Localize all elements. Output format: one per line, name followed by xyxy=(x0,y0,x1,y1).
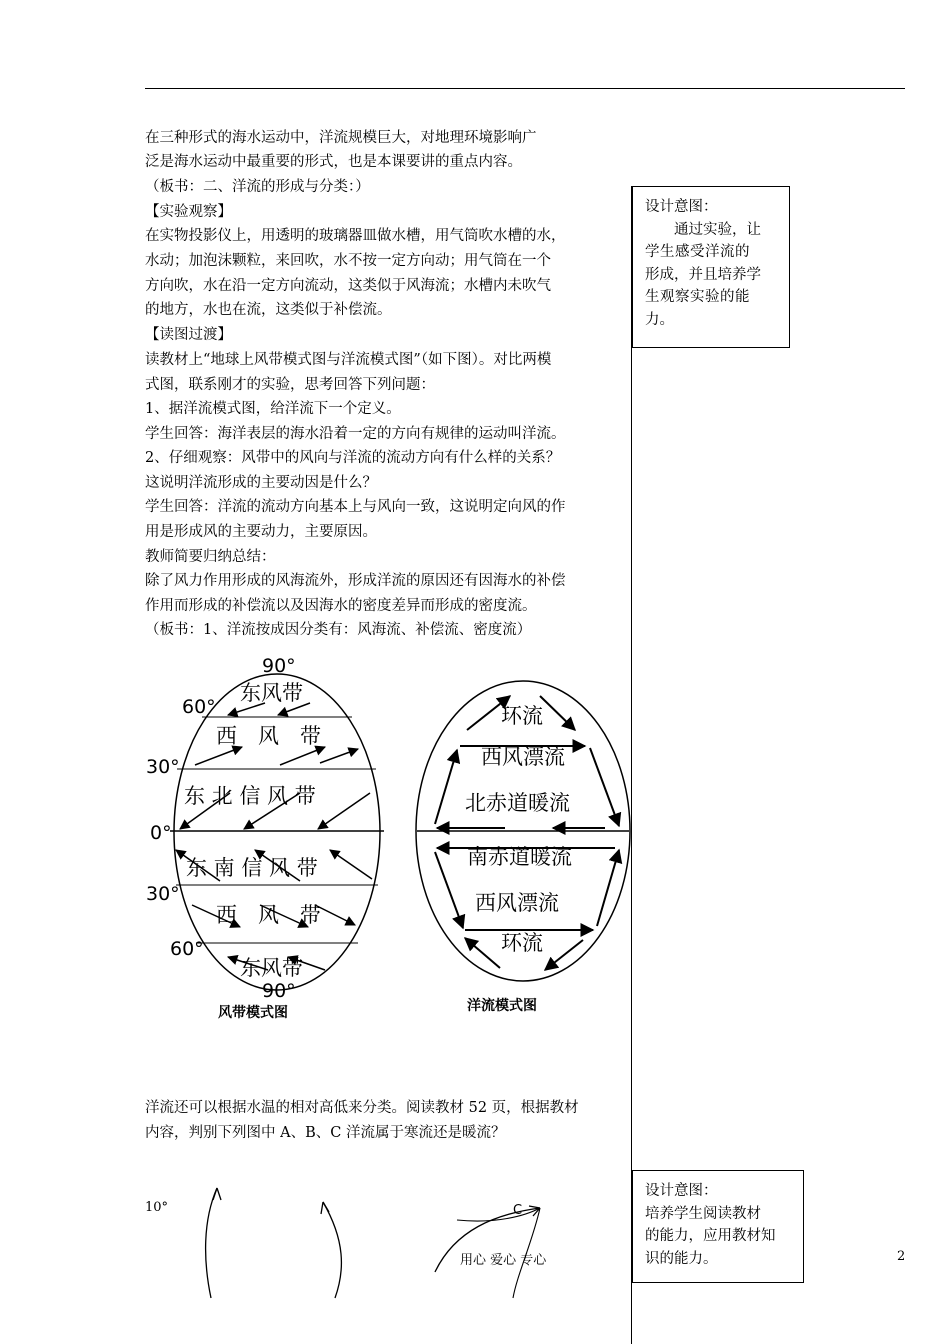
text-line: 读教材上“地球上风带模式图与洋流模式图”（如下图）。对比两模 xyxy=(145,352,552,368)
lat-label: 90° xyxy=(262,655,296,677)
footer-motto: 用心 爱心 专心 xyxy=(460,1253,547,1268)
text-line: 作用而形成的补偿流以及因海水的密度差异而形成的密度流。 xyxy=(145,598,537,614)
lat-label: 60° xyxy=(170,938,204,960)
design-intent-note-1 xyxy=(632,186,790,348)
ocean-current-diagram xyxy=(405,668,645,1020)
current-label: 环流 xyxy=(501,931,543,955)
text-line: 2、仔细观察：风带中的风向与洋流的流动方向有什么样的关系？ xyxy=(145,450,561,466)
current-label: 西风漂流 xyxy=(475,891,559,915)
text-line: 式图，联系刚才的实验，思考回答下列问题： xyxy=(145,377,435,393)
belt-label: 西 风 带 xyxy=(216,903,321,927)
current-label: 西风漂流 xyxy=(481,745,565,769)
text-line: （板书：1、洋流按成因分类有：风海流、补偿流、密度流） xyxy=(145,622,532,638)
note-line: 力。 xyxy=(645,311,674,328)
current-figure-caption: 洋流模式图 xyxy=(467,998,537,1014)
note-title: 设计意图： xyxy=(645,199,718,215)
text-line: 泛是海水运动中最重要的形式，也是本课要讲的重点内容。 xyxy=(145,154,522,170)
belt-label: 东风带 xyxy=(240,681,303,705)
text-line: 水动；加泡沫颗粒，来回吹，水不按一定方向动；用气筒在一个 xyxy=(145,253,551,269)
current-b xyxy=(323,1202,341,1298)
text-line: 【读图过渡】 xyxy=(145,327,232,343)
wind-belt-diagram xyxy=(140,645,390,1025)
note-line: 培养学生阅读教材 xyxy=(645,1205,761,1222)
text-line: 在三种形式的海水运动中，洋流规模巨大，对地理环境影响广 xyxy=(145,130,537,146)
text-line: 方向吹，水在沿一定方向流动，这类似于风海流；水槽内未吹气 xyxy=(145,278,551,294)
text-line: 1、据洋流模式图，给洋流下一个定义。 xyxy=(145,401,401,417)
text-line: 内容，判别下列图中 A、B、C 洋流属于寒流还是暖流？ xyxy=(145,1125,506,1141)
lat-label-10: 10° xyxy=(145,1200,169,1215)
wind-figure-caption: 风带模式图 xyxy=(218,1005,288,1021)
belt-label: 东风带 xyxy=(240,956,303,980)
note-line: 识的能力。 xyxy=(645,1250,718,1267)
lat-label: 90° xyxy=(262,980,296,1002)
text-line: 洋流还可以根据水温的相对高低来分类。阅读教材 52 页，根据教材 xyxy=(145,1100,579,1116)
text-line: 学生回答：海洋表层的海水沿着一定的方向有规律的运动叫洋流。 xyxy=(145,426,566,442)
text-line: 【实验观察】 xyxy=(145,204,232,220)
lat-label: 30° xyxy=(146,883,180,905)
text-line: 教师简要归纳总结： xyxy=(145,549,276,565)
note-line: 形成，并且培养学 xyxy=(645,266,761,283)
text-line: 这说明洋流形成的主要动因是什么？ xyxy=(145,475,377,491)
note-line: 的能力，应用教材知 xyxy=(645,1228,776,1244)
note-line: 生观察实验的能 xyxy=(645,289,750,305)
design-intent-note-2 xyxy=(632,1170,804,1283)
page-number: 2 xyxy=(897,1249,906,1264)
text-line: 用是形成风的主要动力，主要原因。 xyxy=(145,524,377,540)
text-line: 在实物投影仪上，用透明的玻璃器皿做水槽，用气筒吹水槽的水， xyxy=(145,228,566,244)
note-title: 设计意图： xyxy=(645,1183,718,1199)
lat-label: 0° xyxy=(150,822,172,844)
text-line: 除了风力作用形成的风海流外，形成洋流的原因还有因海水的补偿 xyxy=(145,573,566,589)
text-line: 学生回答：洋流的流动方向基本上与风向一致，这说明定向风的作 xyxy=(145,499,566,515)
current-c-label: C xyxy=(513,1203,523,1218)
note-line: 通过实验，让 xyxy=(645,221,761,238)
lat-label: 30° xyxy=(146,756,180,778)
current-label: 南赤道暖流 xyxy=(467,845,572,869)
belt-label: 西 风 带 xyxy=(216,724,321,748)
text-line: 的地方，水也在流，这类似于补偿流。 xyxy=(145,302,392,318)
text-line: （板书：二、洋流的形成与分类：） xyxy=(145,179,370,195)
current-a xyxy=(206,1188,217,1298)
lat-label: 60° xyxy=(182,696,216,718)
belt-label: 东 南 信 风 带 xyxy=(186,856,318,880)
current-label: 北赤道暖流 xyxy=(465,791,570,815)
current-label: 环流 xyxy=(501,704,543,728)
belt-label: 东 北 信 风 带 xyxy=(184,784,316,808)
note-line: 学生感受洋流的 xyxy=(645,244,750,260)
current-sketch xyxy=(195,1180,555,1310)
header-rule xyxy=(145,88,905,89)
